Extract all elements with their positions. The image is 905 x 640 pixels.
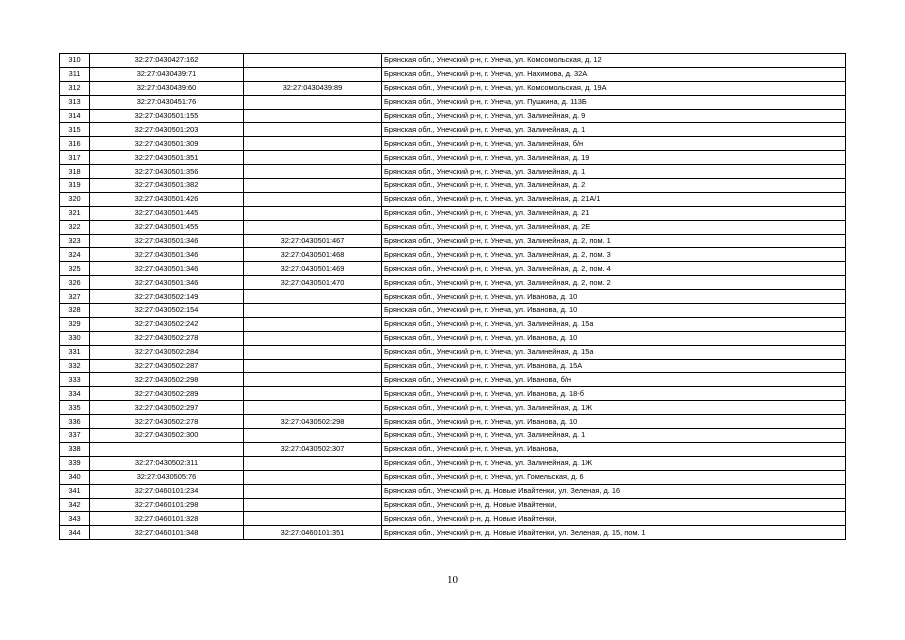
- registry-table-body: [60, 54, 846, 540]
- part-cadastral-number-cell: 32:27:0430501:469: [244, 262, 382, 276]
- table-row: [60, 484, 846, 498]
- row-number-cell: 338: [60, 442, 90, 456]
- row-number-cell: 336: [60, 415, 90, 429]
- address-cell: Брянская обл., Унечский р-н, г. Унеча, ул. Залинейная, д. 21: [382, 206, 846, 220]
- cadastral-number-cell: 32:27:0460101:298: [90, 498, 244, 512]
- part-cadastral-number-cell: 32:27:0430501:470: [244, 276, 382, 290]
- address-cell: Брянская обл., Унечский р-н, д. Новые Ивайтенки, ул. Зеленая, д. 16: [382, 484, 846, 498]
- cadastral-number-cell: [90, 442, 244, 456]
- part-cadastral-number-cell: [244, 137, 382, 151]
- row-number-cell: 341: [60, 484, 90, 498]
- part-cadastral-number-cell: 32:27:0430502:307: [244, 442, 382, 456]
- table-row: [60, 137, 846, 151]
- part-cadastral-number-cell: [244, 456, 382, 470]
- row-number-cell: 327: [60, 290, 90, 304]
- cadastral-number-cell: 32:27:0430501:356: [90, 165, 244, 179]
- cadastral-number-cell: 32:27:0430502:298: [90, 373, 244, 387]
- cadastral-number-cell: 32:27:0430502:284: [90, 345, 244, 359]
- table-row: [60, 429, 846, 443]
- part-cadastral-number-cell: [244, 470, 382, 484]
- address-cell: Брянская обл., Унечский р-н, г. Унеча, ул. Иванова, д. 18-б: [382, 387, 846, 401]
- table-row: [60, 359, 846, 373]
- part-cadastral-number-cell: [244, 429, 382, 443]
- cadastral-number-cell: 32:27:0430502:311: [90, 456, 244, 470]
- cadastral-number-cell: 32:27:0430502:278: [90, 415, 244, 429]
- address-cell: Брянская обл., Унечский р-н, г. Унеча, ул. Иванова, д. 10: [382, 415, 846, 429]
- cadastral-number-cell: 32:27:0430502:242: [90, 317, 244, 331]
- table-row: [60, 498, 846, 512]
- part-cadastral-number-cell: [244, 498, 382, 512]
- table-row: [60, 151, 846, 165]
- row-number-cell: 324: [60, 248, 90, 262]
- row-number-cell: 328: [60, 304, 90, 318]
- address-cell: Брянская обл., Унечский р-н, г. Унеча, ул. Залинейная, д. 1: [382, 429, 846, 443]
- address-cell: Брянская обл., Унечский р-н, г. Унеча, ул. Залинейная, д. 2Е: [382, 220, 846, 234]
- table-row: [60, 220, 846, 234]
- address-cell: Брянская обл., Унечский р-н, г. Унеча, ул. Залинейная, б/н: [382, 137, 846, 151]
- part-cadastral-number-cell: [244, 192, 382, 206]
- row-number-cell: 314: [60, 109, 90, 123]
- address-cell: Брянская обл., Унечский р-н, г. Унеча, ул. Комсомольская, д. 19А: [382, 81, 846, 95]
- cadastral-number-cell: 32:27:0430501:203: [90, 123, 244, 137]
- part-cadastral-number-cell: [244, 387, 382, 401]
- cadastral-number-cell: 32:27:0460101:328: [90, 512, 244, 526]
- row-number-cell: 319: [60, 179, 90, 193]
- address-cell: Брянская обл., Унечский р-н, г. Унеча, ул. Залинейная, д. 1Ж: [382, 401, 846, 415]
- table-row: [60, 387, 846, 401]
- page-number: 10: [447, 574, 458, 586]
- part-cadastral-number-cell: [244, 484, 382, 498]
- cadastral-number-cell: 32:27:0460101:234: [90, 484, 244, 498]
- part-cadastral-number-cell: [244, 401, 382, 415]
- address-cell: Брянская обл., Унечский р-н, г. Унеча, ул. Иванова, д. 15А: [382, 359, 846, 373]
- row-number-cell: 320: [60, 192, 90, 206]
- address-cell: Брянская обл., Унечский р-н, г. Унеча, ул. Залинейная, д. 15а: [382, 345, 846, 359]
- address-cell: Брянская обл., Унечский р-н, г. Унеча, ул. Залинейная, д. 1Ж: [382, 456, 846, 470]
- cadastral-number-cell: 32:27:0430501:351: [90, 151, 244, 165]
- address-cell: Брянская обл., Унечский р-н, г. Унеча, ул. Залинейная, д. 1: [382, 123, 846, 137]
- cadastral-number-cell: 32:27:0430501:346: [90, 248, 244, 262]
- table-row: [60, 304, 846, 318]
- row-number-cell: 340: [60, 470, 90, 484]
- part-cadastral-number-cell: 32:27:0430501:467: [244, 234, 382, 248]
- table-row: [60, 262, 846, 276]
- cadastral-number-cell: 32:27:0430501:155: [90, 109, 244, 123]
- row-number-cell: 318: [60, 165, 90, 179]
- part-cadastral-number-cell: [244, 67, 382, 81]
- part-cadastral-number-cell: [244, 220, 382, 234]
- cadastral-number-cell: 32:27:0430439:71: [90, 67, 244, 81]
- table-row: [60, 67, 846, 81]
- row-number-cell: 333: [60, 373, 90, 387]
- address-cell: Брянская обл., Унечский р-н, г. Унеча, ул. Нахимова, д. 32А: [382, 67, 846, 81]
- address-cell: Брянская обл., Унечский р-н, г. Унеча, ул. Залинейная, д. 2, пом. 4: [382, 262, 846, 276]
- address-cell: Брянская обл., Унечский р-н, д. Новые Ивайтенки,: [382, 498, 846, 512]
- table-row: [60, 95, 846, 109]
- cadastral-number-cell: 32:27:0430501:346: [90, 276, 244, 290]
- row-number-cell: 322: [60, 220, 90, 234]
- part-cadastral-number-cell: [244, 123, 382, 137]
- table-row: [60, 373, 846, 387]
- address-cell: Брянская обл., Унечский р-н, г. Унеча, ул. Гомельская, д. 6: [382, 470, 846, 484]
- cadastral-number-cell: 32:27:0430502:287: [90, 359, 244, 373]
- row-number-cell: 339: [60, 456, 90, 470]
- cadastral-number-cell: 32:27:0430501:455: [90, 220, 244, 234]
- address-cell: Брянская обл., Унечский р-н, г. Унеча, ул. Залинейная, д. 2, пом. 2: [382, 276, 846, 290]
- cadastral-number-cell: 32:27:0430502:278: [90, 331, 244, 345]
- part-cadastral-number-cell: [244, 331, 382, 345]
- part-cadastral-number-cell: [244, 151, 382, 165]
- table-row: [60, 248, 846, 262]
- table-row: [60, 345, 846, 359]
- cadastral-number-cell: 32:27:0430451:76: [90, 95, 244, 109]
- part-cadastral-number-cell: [244, 317, 382, 331]
- table-row: [60, 526, 846, 540]
- cadastral-number-cell: 32:27:0430501:346: [90, 234, 244, 248]
- row-number-cell: 332: [60, 359, 90, 373]
- part-cadastral-number-cell: [244, 359, 382, 373]
- table-row: [60, 165, 846, 179]
- table-row: [60, 470, 846, 484]
- row-number-cell: 313: [60, 95, 90, 109]
- row-number-cell: 316: [60, 137, 90, 151]
- cadastral-number-cell: 32:27:0430505:76: [90, 470, 244, 484]
- table-row: [60, 54, 846, 68]
- table-row: [60, 442, 846, 456]
- part-cadastral-number-cell: [244, 109, 382, 123]
- row-number-cell: 323: [60, 234, 90, 248]
- row-number-cell: 331: [60, 345, 90, 359]
- row-number-cell: 317: [60, 151, 90, 165]
- address-cell: Брянская обл., Унечский р-н, г. Унеча, ул. Иванова, д. 10: [382, 331, 846, 345]
- part-cadastral-number-cell: [244, 54, 382, 68]
- row-number-cell: 330: [60, 331, 90, 345]
- part-cadastral-number-cell: [244, 304, 382, 318]
- address-cell: Брянская обл., Унечский р-н, г. Унеча, ул. Залинейная, д. 9: [382, 109, 846, 123]
- cadastral-number-cell: 32:27:0430501:382: [90, 179, 244, 193]
- cadastral-number-cell: 32:27:0430501:309: [90, 137, 244, 151]
- address-cell: Брянская обл., Унечский р-н, г. Унеча, ул. Залинейная, д. 2, пом. 3: [382, 248, 846, 262]
- table-row: [60, 192, 846, 206]
- part-cadastral-number-cell: [244, 373, 382, 387]
- part-cadastral-number-cell: [244, 165, 382, 179]
- table-row: [60, 234, 846, 248]
- part-cadastral-number-cell: [244, 206, 382, 220]
- address-cell: Брянская обл., Унечский р-н, г. Унеча, ул. Залинейная, д. 2: [382, 179, 846, 193]
- part-cadastral-number-cell: 32:27:0430501:468: [244, 248, 382, 262]
- part-cadastral-number-cell: [244, 290, 382, 304]
- row-number-cell: 315: [60, 123, 90, 137]
- table-row: [60, 81, 846, 95]
- row-number-cell: 325: [60, 262, 90, 276]
- address-cell: Брянская обл., Унечский р-н, г. Унеча, ул. Иванова, д. 10: [382, 290, 846, 304]
- row-number-cell: 334: [60, 387, 90, 401]
- address-cell: Брянская обл., Унечский р-н, г. Унеча, ул. Иванова,: [382, 442, 846, 456]
- address-cell: Брянская обл., Унечский р-н, г. Унеча, ул. Залинейная, д. 21А/1: [382, 192, 846, 206]
- address-cell: Брянская обл., Унечский р-н, г. Унеча, ул. Залинейная, д. 15а: [382, 317, 846, 331]
- cadastral-number-cell: 32:27:0430501:426: [90, 192, 244, 206]
- row-number-cell: 342: [60, 498, 90, 512]
- table-row: [60, 109, 846, 123]
- table-row: [60, 317, 846, 331]
- row-number-cell: 321: [60, 206, 90, 220]
- table-row: [60, 512, 846, 526]
- address-cell: Брянская обл., Унечский р-н, г. Унеча, ул. Залинейная, д. 1: [382, 165, 846, 179]
- table-row: [60, 415, 846, 429]
- part-cadastral-number-cell: 32:27:0460101:351: [244, 526, 382, 540]
- address-cell: Брянская обл., Унечский р-н, д. Новые Ивайтенки, ул. Зеленая, д. 15, пом. 1: [382, 526, 846, 540]
- cadastral-number-cell: 32:27:0430502:297: [90, 401, 244, 415]
- row-number-cell: 337: [60, 429, 90, 443]
- cadastral-number-cell: 32:27:0430501:445: [90, 206, 244, 220]
- part-cadastral-number-cell: [244, 179, 382, 193]
- cadastral-number-cell: 32:27:0430502:289: [90, 387, 244, 401]
- cadastral-number-cell: 32:27:0460101:348: [90, 526, 244, 540]
- row-number-cell: 329: [60, 317, 90, 331]
- part-cadastral-number-cell: 32:27:0430439:89: [244, 81, 382, 95]
- address-cell: Брянская обл., Унечский р-н, г. Унеча, ул. Залинейная, д. 2, пом. 1: [382, 234, 846, 248]
- part-cadastral-number-cell: [244, 512, 382, 526]
- cadastral-number-cell: 32:27:0430502:154: [90, 304, 244, 318]
- table-row: [60, 123, 846, 137]
- cadastral-number-cell: 32:27:0430502:149: [90, 290, 244, 304]
- address-cell: Брянская обл., Унечский р-н, г. Унеча, ул. Пушкина, д. 113Б: [382, 95, 846, 109]
- table-row: [60, 331, 846, 345]
- table-row: [60, 206, 846, 220]
- row-number-cell: 311: [60, 67, 90, 81]
- cadastral-number-cell: 32:27:0430501:346: [90, 262, 244, 276]
- part-cadastral-number-cell: [244, 345, 382, 359]
- table-row: [60, 276, 846, 290]
- row-number-cell: 326: [60, 276, 90, 290]
- address-cell: Брянская обл., Унечский р-н, г. Унеча, ул. Залинейная, д. 19: [382, 151, 846, 165]
- table-row: [60, 179, 846, 193]
- row-number-cell: 310: [60, 54, 90, 68]
- row-number-cell: 312: [60, 81, 90, 95]
- cadastral-number-cell: 32:27:0430439:60: [90, 81, 244, 95]
- part-cadastral-number-cell: [244, 95, 382, 109]
- row-number-cell: 343: [60, 512, 90, 526]
- table-row: [60, 401, 846, 415]
- address-cell: Брянская обл., Унечский р-н, д. Новые Ивайтенки,: [382, 512, 846, 526]
- part-cadastral-number-cell: 32:27:0430502:298: [244, 415, 382, 429]
- address-cell: Брянская обл., Унечский р-н, г. Унеча, ул. Иванова, д. 10: [382, 304, 846, 318]
- address-cell: Брянская обл., Унечский р-н, г. Унеча, ул. Иванова, б/н: [382, 373, 846, 387]
- row-number-cell: 335: [60, 401, 90, 415]
- cadastral-number-cell: 32:27:0430502:300: [90, 429, 244, 443]
- table-row: [60, 456, 846, 470]
- row-number-cell: 344: [60, 526, 90, 540]
- table-row: [60, 290, 846, 304]
- address-cell: Брянская обл., Унечский р-н, г. Унеча, ул. Комсомольская, д. 12: [382, 54, 846, 68]
- cadastral-number-cell: 32:27:0430427:162: [90, 54, 244, 68]
- property-registry-table: [59, 53, 846, 540]
